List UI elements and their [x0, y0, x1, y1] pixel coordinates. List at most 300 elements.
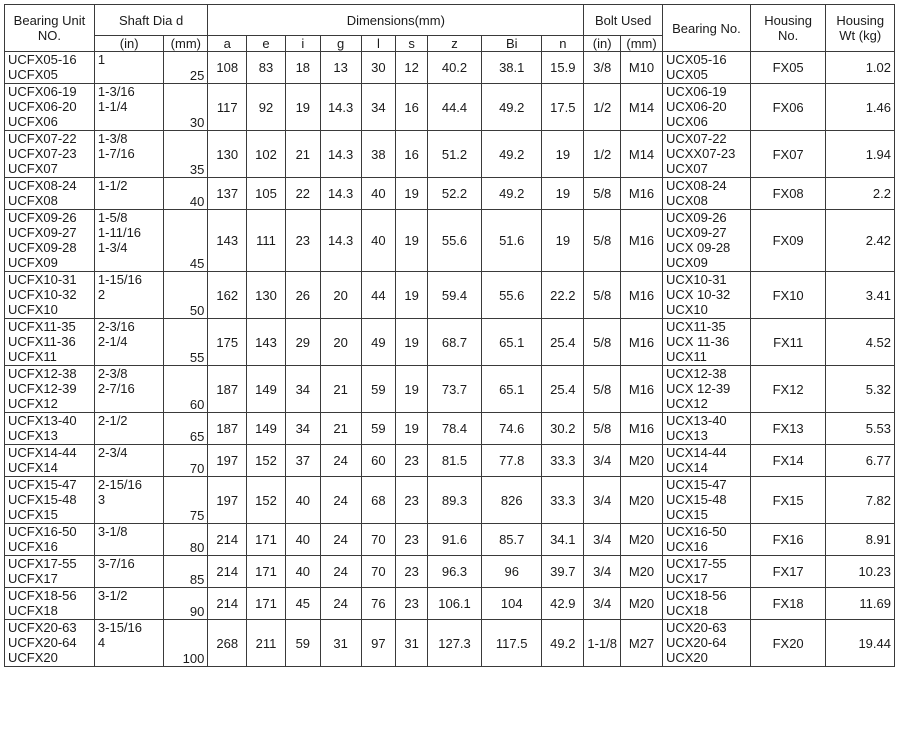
cell-dim-z: 91.6: [427, 524, 481, 556]
cell-dim-n: 25.4: [542, 366, 584, 413]
cell-housing-no: FX15: [750, 477, 826, 524]
cell-bolt-mm: M14: [621, 84, 663, 131]
cell-shaft-mm: 55: [164, 319, 208, 366]
cell-dim-n: 49.2: [542, 620, 584, 667]
cell-line: 2-3/8: [97, 366, 128, 381]
cell-line: UCX15: [665, 507, 708, 522]
cell-dim-l: 49: [361, 319, 396, 366]
cell-dim-l: 59: [361, 366, 396, 413]
cell-dim-s: 19: [396, 366, 428, 413]
cell-dim-z: 51.2: [427, 131, 481, 178]
cell-line: UCX13-40: [665, 413, 727, 428]
cell-bolt-in: 3/4: [584, 588, 621, 620]
cell-shaft-in: [94, 445, 163, 477]
cell-line: 3-1/2: [97, 588, 128, 603]
cell-dim-g: 21: [320, 366, 361, 413]
cell-bolt-mm: M20: [621, 445, 663, 477]
cell-dim-z: 81.5: [427, 445, 481, 477]
subheader-g: g: [320, 36, 361, 52]
cell-dim-z: 52.2: [427, 178, 481, 210]
cell-line: UCX16: [665, 539, 708, 554]
cell-dim-i: 18: [285, 52, 320, 84]
cell-bearing-unit: [5, 413, 95, 445]
cell-bearing-no: [662, 84, 750, 131]
cell-dim-a: 187: [208, 413, 247, 445]
cell-bearing-unit: [5, 84, 95, 131]
cell-line: UCX15-48: [665, 492, 727, 507]
header-row: [5, 5, 895, 36]
cell-dim-z: 73.7: [427, 366, 481, 413]
cell-line: UCFX09-26: [8, 210, 77, 225]
cell-line: UCX14-44: [665, 445, 727, 460]
cell-dim-bi: 65.1: [482, 319, 542, 366]
cell-line: UCX17-55: [665, 556, 727, 571]
cell-line: UCX08-24: [665, 178, 727, 193]
cell-line: 2-3/4: [97, 445, 128, 460]
cell-bearing-no: [662, 210, 750, 272]
cell-dim-g: 24: [320, 445, 361, 477]
cell-line: 1-3/4: [97, 240, 128, 255]
cell-dim-bi: 65.1: [482, 366, 542, 413]
cell-dim-i: 19: [285, 84, 320, 131]
cell-line: UCX09: [665, 255, 708, 270]
table-row: [5, 210, 895, 272]
cell-bolt-mm: M16: [621, 210, 663, 272]
table-row: [5, 272, 895, 319]
cell-line: UCFX18: [8, 603, 58, 618]
cell-bearing-unit: [5, 588, 95, 620]
cell-line: UCX09-27: [665, 225, 727, 240]
cell-dim-s: 23: [396, 524, 428, 556]
cell-dim-e: 211: [247, 620, 286, 667]
cell-shaft-mm: 35: [164, 131, 208, 178]
cell-dim-s: 19: [396, 413, 428, 445]
cell-line: UCX18: [665, 603, 708, 618]
cell-bearing-unit: [5, 272, 95, 319]
cell-dim-s: 12: [396, 52, 428, 84]
cell-shaft-in: [94, 556, 163, 588]
cell-bolt-in: 3/4: [584, 524, 621, 556]
cell-line: UCX06: [665, 114, 708, 129]
cell-line: 1-5/8: [97, 210, 128, 225]
cell-line: UCFX12-39: [8, 381, 77, 396]
cell-line: 1: [97, 52, 106, 67]
cell-bolt-mm: M20: [621, 588, 663, 620]
cell-bearing-unit: [5, 366, 95, 413]
cell-dim-l: 34: [361, 84, 396, 131]
cell-dim-i: 22: [285, 178, 320, 210]
table-row: [5, 178, 895, 210]
cell-line: UCFX15-48: [8, 492, 77, 507]
cell-dim-s: 16: [396, 84, 428, 131]
cell-bearing-unit: [5, 319, 95, 366]
cell-bolt-in: 5/8: [584, 319, 621, 366]
cell-dim-z: 40.2: [427, 52, 481, 84]
cell-dim-i: 26: [285, 272, 320, 319]
subheader-bi: Bi: [482, 36, 542, 52]
table-row: [5, 84, 895, 131]
cell-dim-e: 152: [247, 477, 286, 524]
cell-line: 2-1/2: [97, 413, 128, 428]
cell-dim-n: 33.3: [542, 477, 584, 524]
cell-shaft-in: [94, 477, 163, 524]
subheader-l: l: [361, 36, 396, 52]
cell-bolt-in: 5/8: [584, 210, 621, 272]
cell-dim-bi: 85.7: [482, 524, 542, 556]
cell-dim-a: 137: [208, 178, 247, 210]
cell-line: 1-1/2: [97, 178, 128, 193]
cell-line: UCX09-26: [665, 210, 727, 225]
header-dimensions: Dimensions(mm): [208, 5, 584, 36]
cell-dim-n: 34.1: [542, 524, 584, 556]
header-housing-no: Housing No.: [750, 5, 826, 52]
cell-bolt-mm: M20: [621, 524, 663, 556]
cell-dim-i: 45: [285, 588, 320, 620]
cell-line: UCX11: [665, 349, 707, 364]
cell-shaft-in: [94, 366, 163, 413]
cell-line: 3-15/16: [97, 620, 142, 635]
cell-housing-no: FX20: [750, 620, 826, 667]
cell-line: UCFX06-19: [8, 84, 77, 99]
cell-shaft-in: [94, 52, 163, 84]
cell-line: UCFX17-55: [8, 556, 77, 571]
cell-line: UCX10: [665, 302, 708, 317]
cell-bolt-mm: M14: [621, 131, 663, 178]
cell-housing-wt: 10.23: [826, 556, 895, 588]
cell-housing-wt: 2.2: [826, 178, 895, 210]
cell-dim-bi: 55.6: [482, 272, 542, 319]
cell-line: UCFX11: [8, 349, 57, 364]
header-shaft-dia: Shaft Dia d: [94, 5, 207, 36]
cell-line: UCFX16-50: [8, 524, 77, 539]
cell-dim-z: 55.6: [427, 210, 481, 272]
cell-housing-wt: 5.32: [826, 366, 895, 413]
cell-dim-g: 14.3: [320, 178, 361, 210]
cell-bearing-unit: [5, 52, 95, 84]
cell-dim-z: 59.4: [427, 272, 481, 319]
cell-housing-no: FX16: [750, 524, 826, 556]
header-bolt-used: Bolt Used: [584, 5, 663, 36]
cell-bolt-in: 5/8: [584, 272, 621, 319]
cell-dim-n: 42.9: [542, 588, 584, 620]
cell-bolt-in: 5/8: [584, 413, 621, 445]
header-housing-wt: Housing Wt (kg): [826, 5, 895, 52]
cell-dim-e: 92: [247, 84, 286, 131]
cell-line: UCFX05: [8, 67, 58, 82]
cell-line: UCFX05-16: [8, 52, 77, 67]
cell-dim-n: 33.3: [542, 445, 584, 477]
cell-housing-wt: 7.82: [826, 477, 895, 524]
cell-bearing-no: [662, 366, 750, 413]
cell-dim-n: 15.9: [542, 52, 584, 84]
cell-bolt-mm: M16: [621, 178, 663, 210]
cell-bearing-no: [662, 272, 750, 319]
cell-shaft-mm: 45: [164, 210, 208, 272]
cell-bearing-unit: [5, 445, 95, 477]
cell-line: 2-3/16: [97, 319, 135, 334]
cell-line: 4: [97, 635, 106, 650]
cell-dim-g: 24: [320, 477, 361, 524]
cell-dim-l: 40: [361, 210, 396, 272]
cell-shaft-mm: 65: [164, 413, 208, 445]
cell-line: UCFX20-64: [8, 635, 77, 650]
cell-shaft-mm: 60: [164, 366, 208, 413]
cell-bearing-unit: [5, 620, 95, 667]
cell-housing-no: FX17: [750, 556, 826, 588]
cell-shaft-in: [94, 524, 163, 556]
cell-bearing-no: [662, 620, 750, 667]
cell-line: UCX06-20: [665, 99, 727, 114]
cell-dim-i: 40: [285, 477, 320, 524]
cell-dim-a: 214: [208, 524, 247, 556]
table-row: [5, 556, 895, 588]
cell-dim-e: 111: [247, 210, 286, 272]
cell-bolt-mm: M20: [621, 556, 663, 588]
cell-line: UCFX07: [8, 161, 58, 176]
cell-dim-i: 23: [285, 210, 320, 272]
cell-dim-a: 175: [208, 319, 247, 366]
table-row: [5, 366, 895, 413]
cell-dim-bi: 826: [482, 477, 542, 524]
cell-line: 2-1/4: [97, 334, 128, 349]
cell-dim-i: 37: [285, 445, 320, 477]
cell-line: UCX07-22: [665, 131, 727, 146]
cell-shaft-in: [94, 588, 163, 620]
cell-housing-no: FX06: [750, 84, 826, 131]
bearing-spec-table: [4, 4, 895, 667]
cell-shaft-mm: 90: [164, 588, 208, 620]
cell-dim-n: 19: [542, 131, 584, 178]
cell-bolt-mm: M16: [621, 366, 663, 413]
cell-shaft-in: [94, 131, 163, 178]
cell-dim-a: 214: [208, 588, 247, 620]
cell-line: UCFX15-47: [8, 477, 77, 492]
cell-line: 1-3/8: [97, 131, 128, 146]
cell-housing-no: FX13: [750, 413, 826, 445]
cell-line: UCX 10-32: [665, 287, 731, 302]
table-row: [5, 620, 895, 667]
cell-shaft-mm: 85: [164, 556, 208, 588]
cell-dim-e: 149: [247, 366, 286, 413]
cell-dim-g: 14.3: [320, 210, 361, 272]
cell-housing-no: FX11: [750, 319, 826, 366]
cell-line: 1-11/16: [97, 225, 142, 240]
cell-dim-s: 19: [396, 319, 428, 366]
cell-line: UCFX09-28: [8, 240, 77, 255]
cell-line: 3-1/8: [97, 524, 128, 539]
cell-dim-g: 20: [320, 319, 361, 366]
cell-dim-g: 24: [320, 524, 361, 556]
cell-line: UCX07: [665, 161, 708, 176]
cell-bolt-in: 1/2: [584, 84, 621, 131]
cell-bearing-no: [662, 131, 750, 178]
subheader-s: s: [396, 36, 428, 52]
cell-line: UCFX11-36: [8, 334, 76, 349]
cell-line: UCFX17: [8, 571, 58, 586]
cell-dim-a: 162: [208, 272, 247, 319]
cell-dim-s: 19: [396, 210, 428, 272]
cell-dim-n: 22.2: [542, 272, 584, 319]
cell-bearing-no: [662, 52, 750, 84]
table-row: [5, 52, 895, 84]
cell-housing-wt: 6.77: [826, 445, 895, 477]
cell-dim-s: 23: [396, 556, 428, 588]
cell-dim-i: 40: [285, 556, 320, 588]
cell-housing-wt: 3.41: [826, 272, 895, 319]
cell-line: UCFX14-44: [8, 445, 77, 460]
cell-line: UCX20-63: [665, 620, 727, 635]
cell-dim-g: 24: [320, 588, 361, 620]
cell-dim-a: 130: [208, 131, 247, 178]
cell-line: UCX 12-39: [665, 381, 731, 396]
cell-line: UCFX20: [8, 650, 58, 665]
cell-line: UCFX07-22: [8, 131, 77, 146]
cell-housing-wt: 2.42: [826, 210, 895, 272]
cell-line: UCX15-47: [665, 477, 727, 492]
subheader-bolt-mm: (mm): [621, 36, 663, 52]
cell-dim-l: 68: [361, 477, 396, 524]
cell-dim-n: 25.4: [542, 319, 584, 366]
header-bearing-no: Bearing No.: [662, 5, 750, 52]
table-row: [5, 413, 895, 445]
cell-shaft-in: [94, 413, 163, 445]
cell-line: UCFX14: [8, 460, 58, 475]
cell-housing-wt: 8.91: [826, 524, 895, 556]
cell-dim-g: 13: [320, 52, 361, 84]
cell-line: UCFX13-40: [8, 413, 77, 428]
cell-bolt-mm: M27: [621, 620, 663, 667]
cell-shaft-in: [94, 210, 163, 272]
cell-dim-n: 19: [542, 210, 584, 272]
cell-housing-wt: 1.46: [826, 84, 895, 131]
cell-line: 1-3/16: [97, 84, 135, 99]
cell-dim-a: 117: [208, 84, 247, 131]
cell-bolt-in: 1-1/8: [584, 620, 621, 667]
cell-bearing-no: [662, 445, 750, 477]
cell-shaft-mm: 50: [164, 272, 208, 319]
cell-line: UCFX12-38: [8, 366, 77, 381]
cell-bolt-mm: M20: [621, 477, 663, 524]
cell-line: UCXX07-23: [665, 146, 736, 161]
cell-dim-n: 30.2: [542, 413, 584, 445]
subheader-in: (in): [94, 36, 163, 52]
cell-dim-z: 96.3: [427, 556, 481, 588]
cell-line: UCFX15: [8, 507, 58, 522]
cell-dim-bi: 74.6: [482, 413, 542, 445]
cell-line: 2: [97, 287, 106, 302]
cell-line: UCFX11-35: [8, 319, 76, 334]
cell-housing-wt: 1.94: [826, 131, 895, 178]
cell-dim-bi: 96: [482, 556, 542, 588]
cell-bolt-mm: M16: [621, 272, 663, 319]
table-row: [5, 319, 895, 366]
cell-shaft-mm: 75: [164, 477, 208, 524]
cell-dim-g: 21: [320, 413, 361, 445]
cell-dim-s: 23: [396, 477, 428, 524]
cell-shaft-mm: 30: [164, 84, 208, 131]
cell-line: UCX05-16: [665, 52, 727, 67]
cell-dim-z: 127.3: [427, 620, 481, 667]
cell-shaft-in: [94, 178, 163, 210]
cell-bolt-mm: M10: [621, 52, 663, 84]
cell-dim-s: 23: [396, 445, 428, 477]
cell-line: UCFX10: [8, 302, 58, 317]
cell-dim-e: 102: [247, 131, 286, 178]
cell-bearing-unit: [5, 524, 95, 556]
cell-line: UCX11-35: [665, 319, 726, 334]
cell-dim-e: 105: [247, 178, 286, 210]
cell-dim-l: 44: [361, 272, 396, 319]
cell-bearing-no: [662, 556, 750, 588]
cell-housing-wt: 4.52: [826, 319, 895, 366]
cell-bearing-unit: [5, 178, 95, 210]
cell-dim-z: 89.3: [427, 477, 481, 524]
cell-housing-no: FX14: [750, 445, 826, 477]
table-row: [5, 131, 895, 178]
cell-dim-l: 30: [361, 52, 396, 84]
cell-dim-bi: 49.2: [482, 178, 542, 210]
cell-dim-e: 171: [247, 588, 286, 620]
cell-dim-g: 31: [320, 620, 361, 667]
cell-line: UCX12-38: [665, 366, 727, 381]
cell-dim-a: 108: [208, 52, 247, 84]
cell-line: 2-7/16: [97, 381, 135, 396]
cell-housing-wt: 1.02: [826, 52, 895, 84]
cell-dim-i: 34: [285, 366, 320, 413]
header-bearing-unit: Bearing Unit NO.: [5, 5, 95, 52]
cell-dim-e: 149: [247, 413, 286, 445]
cell-dim-e: 152: [247, 445, 286, 477]
cell-dim-l: 38: [361, 131, 396, 178]
cell-dim-e: 171: [247, 524, 286, 556]
cell-line: UCX12: [665, 396, 708, 411]
cell-line: 1-7/16: [97, 146, 135, 161]
cell-dim-e: 171: [247, 556, 286, 588]
cell-bearing-unit: [5, 131, 95, 178]
cell-bolt-in: 3/4: [584, 556, 621, 588]
cell-dim-e: 130: [247, 272, 286, 319]
cell-bearing-no: [662, 477, 750, 524]
cell-dim-z: 68.7: [427, 319, 481, 366]
subheader-z: z: [427, 36, 481, 52]
table-row: [5, 524, 895, 556]
cell-dim-l: 59: [361, 413, 396, 445]
cell-bearing-unit: [5, 477, 95, 524]
cell-dim-s: 19: [396, 272, 428, 319]
cell-dim-i: 34: [285, 413, 320, 445]
table-row: [5, 477, 895, 524]
cell-bolt-in: 1/2: [584, 131, 621, 178]
cell-dim-l: 76: [361, 588, 396, 620]
cell-housing-no: FX18: [750, 588, 826, 620]
cell-dim-g: 20: [320, 272, 361, 319]
cell-line: UCFX10-31: [8, 272, 77, 287]
cell-dim-n: 39.7: [542, 556, 584, 588]
cell-line: UCX20-64: [665, 635, 727, 650]
cell-line: UCX08: [665, 193, 708, 208]
table-row: [5, 588, 895, 620]
cell-bearing-no: [662, 319, 750, 366]
cell-dim-a: 214: [208, 556, 247, 588]
cell-shaft-mm: 100: [164, 620, 208, 667]
cell-bearing-no: [662, 413, 750, 445]
cell-dim-n: 17.5: [542, 84, 584, 131]
cell-line: UCX06-19: [665, 84, 727, 99]
cell-shaft-in: [94, 319, 163, 366]
cell-shaft-in: [94, 620, 163, 667]
cell-dim-bi: 49.2: [482, 131, 542, 178]
cell-line: UCFX07-23: [8, 146, 77, 161]
